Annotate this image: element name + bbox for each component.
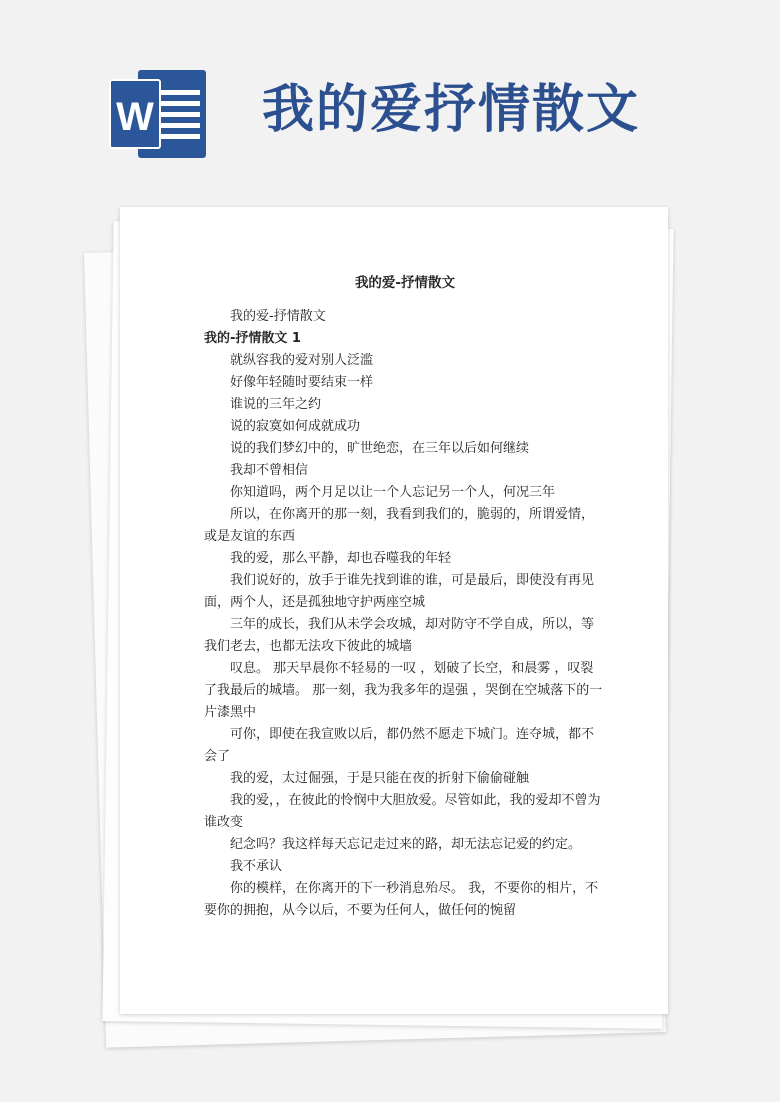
paragraph: 就纵容我的爱对别人泛滥 bbox=[230, 353, 374, 368]
document-body bbox=[204, 272, 606, 922]
logo-letter: W bbox=[116, 95, 154, 139]
document-title: 我的爱-抒情散文 bbox=[354, 275, 456, 291]
paragraph: 说的我们梦幻中的，旷世绝恋，在三年以后如何继续 bbox=[230, 441, 530, 456]
paragraph: 我的爱-抒情散文 bbox=[230, 309, 326, 324]
paragraph: 我的爱，，在彼此的怜悯中大胆放爱。尽管如此，我的爱却不曾为谁改变 bbox=[204, 793, 601, 830]
paragraph: 我却不曾相信 bbox=[230, 463, 309, 478]
paragraph: 三年的成长，我们从未学会攻城，却对防守不学自成，所以，等我们老去，也都无法攻下彼此的城墙 bbox=[204, 617, 595, 654]
paragraph: 我不承认 bbox=[230, 859, 283, 874]
paragraph: 说的寂寞如何成就成功 bbox=[230, 419, 361, 434]
document-content bbox=[204, 306, 606, 922]
paragraph: 谁说的三年之约 bbox=[230, 397, 322, 412]
paragraph: 你知道吗，两个月足以让一个人忘记另一个人，何况三年 bbox=[230, 485, 556, 500]
page-header bbox=[0, 0, 780, 200]
paragraph: 叹息。 那天早晨你不轻易的一叹 ，划破了长空，和晨雾 ，叹裂了我最后的城墙。 那一刻，我为我多年的逞强 ，哭倒在空城落下的一片漆黑中 bbox=[204, 661, 603, 720]
paragraph: 好像年轻随时要结束一样 bbox=[230, 375, 374, 390]
paragraph: 可你，即使在我宣败以后，都仍然不愿走下城门。连夺城，都不会了 bbox=[204, 727, 595, 764]
section-heading: 我的-抒情散文 1 bbox=[204, 331, 301, 346]
paragraph: 我们说好的，放手于谁先找到谁的谁，可是最后，即使没有再见面，两个人，还是孤独地守护两座空城 bbox=[204, 573, 595, 610]
page-title: 我的爱抒情散文 bbox=[262, 80, 641, 140]
word-document-icon bbox=[108, 68, 208, 160]
paragraph: 你的模样，在你离开的下一秒消息殆尽。 我，不要你的相片，不要你的拥抱，从今以后，不要为任何人，做任何的惋留 bbox=[204, 881, 599, 918]
paragraph: 我的爱，那么平静，却也吞噬我的年轻 bbox=[230, 551, 452, 566]
paragraph: 所以，在你离开的那一刻，我看到我们的，脆弱的，所谓爱情，或是友谊的东西 bbox=[204, 507, 595, 544]
paragraph: 我的爱，太过倔强，于是只能在夜的折射下偷偷碰触 bbox=[230, 771, 530, 786]
paragraph: 纪念吗？我这样每天忘记走过来的路，却无法忘记爱的约定。 bbox=[230, 837, 582, 852]
